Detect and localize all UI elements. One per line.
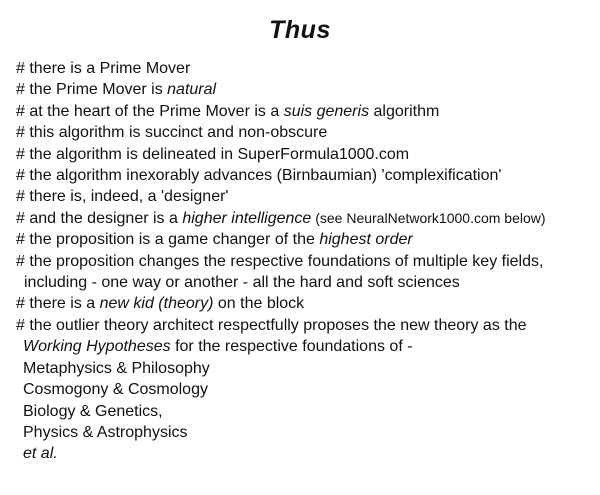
statement-text: # there is a Prime Mover bbox=[16, 60, 191, 77]
emphasis-text: highest order bbox=[319, 231, 413, 249]
statement-line bbox=[16, 144, 596, 165]
statement-line bbox=[16, 229, 596, 250]
statement-line bbox=[16, 208, 596, 229]
statement-text: on the block bbox=[213, 295, 305, 313]
statement-line bbox=[16, 379, 596, 400]
statement-line bbox=[16, 251, 596, 272]
statement-text: # this algorithm is succinct and non-obscure bbox=[16, 124, 328, 142]
statement-text: # there is, indeed, a 'designer' bbox=[16, 188, 229, 206]
emphasis-text: new kid (theory) bbox=[99, 295, 214, 313]
statement-text: (see NeuralNetwork1000.com below) bbox=[311, 209, 546, 226]
statement-text: algorithm bbox=[369, 102, 440, 120]
statement-text: # at the heart of the Prime Mover is a bbox=[16, 102, 284, 120]
statement-text: # the algorithm inexorably advances (Birnbaumian) 'complexification' bbox=[16, 167, 502, 185]
statement-line bbox=[16, 443, 596, 464]
statement-line bbox=[16, 336, 596, 357]
statement-text: # the Prime Mover is bbox=[16, 81, 168, 99]
statement-line bbox=[16, 186, 596, 207]
statement-text: # the proposition is a game changer of the bbox=[16, 231, 320, 249]
statement-line bbox=[16, 79, 596, 100]
emphasis-text: higher intelligence bbox=[182, 209, 312, 227]
statement-line bbox=[16, 165, 596, 186]
statement-line bbox=[16, 293, 596, 314]
emphasis-text: suis generis bbox=[283, 102, 370, 120]
statement-text: Biology & Genetics, bbox=[23, 402, 163, 420]
statement-text: # there is a bbox=[16, 295, 100, 313]
statement-text: including - one way or another - all the hard and soft sciences bbox=[24, 274, 460, 292]
statement-line bbox=[16, 122, 596, 143]
statement-line bbox=[16, 315, 596, 336]
statement-text: # the proposition changes the respective foundations of multiple key fields, bbox=[16, 252, 544, 270]
statement-text: # the algorithm is delineated in SuperFormula1000.com bbox=[16, 145, 410, 163]
statement-line bbox=[16, 58, 596, 79]
emphasis-text: Working Hypotheses bbox=[23, 338, 171, 356]
emphasis-text: natural bbox=[167, 81, 217, 99]
statement-text: Physics & Astrophysics bbox=[23, 423, 188, 441]
statement-text: Cosmogony & Cosmology bbox=[23, 381, 208, 399]
statement-text: Metaphysics & Philosophy bbox=[23, 359, 210, 377]
statement-text: for the respective foundations of - bbox=[170, 338, 413, 356]
statement-text: # and the designer is a bbox=[16, 209, 183, 227]
statement-line bbox=[16, 422, 596, 443]
emphasis-text: et al. bbox=[23, 445, 58, 463]
statement-text: # the outlier theory architect respectfully proposes the new theory as the bbox=[16, 316, 527, 334]
statement-line bbox=[16, 101, 596, 122]
statement-line bbox=[16, 272, 596, 293]
statement-list bbox=[16, 58, 596, 465]
statement-line bbox=[16, 401, 596, 422]
page-title: Thus bbox=[269, 16, 331, 44]
statement-line bbox=[16, 358, 596, 379]
